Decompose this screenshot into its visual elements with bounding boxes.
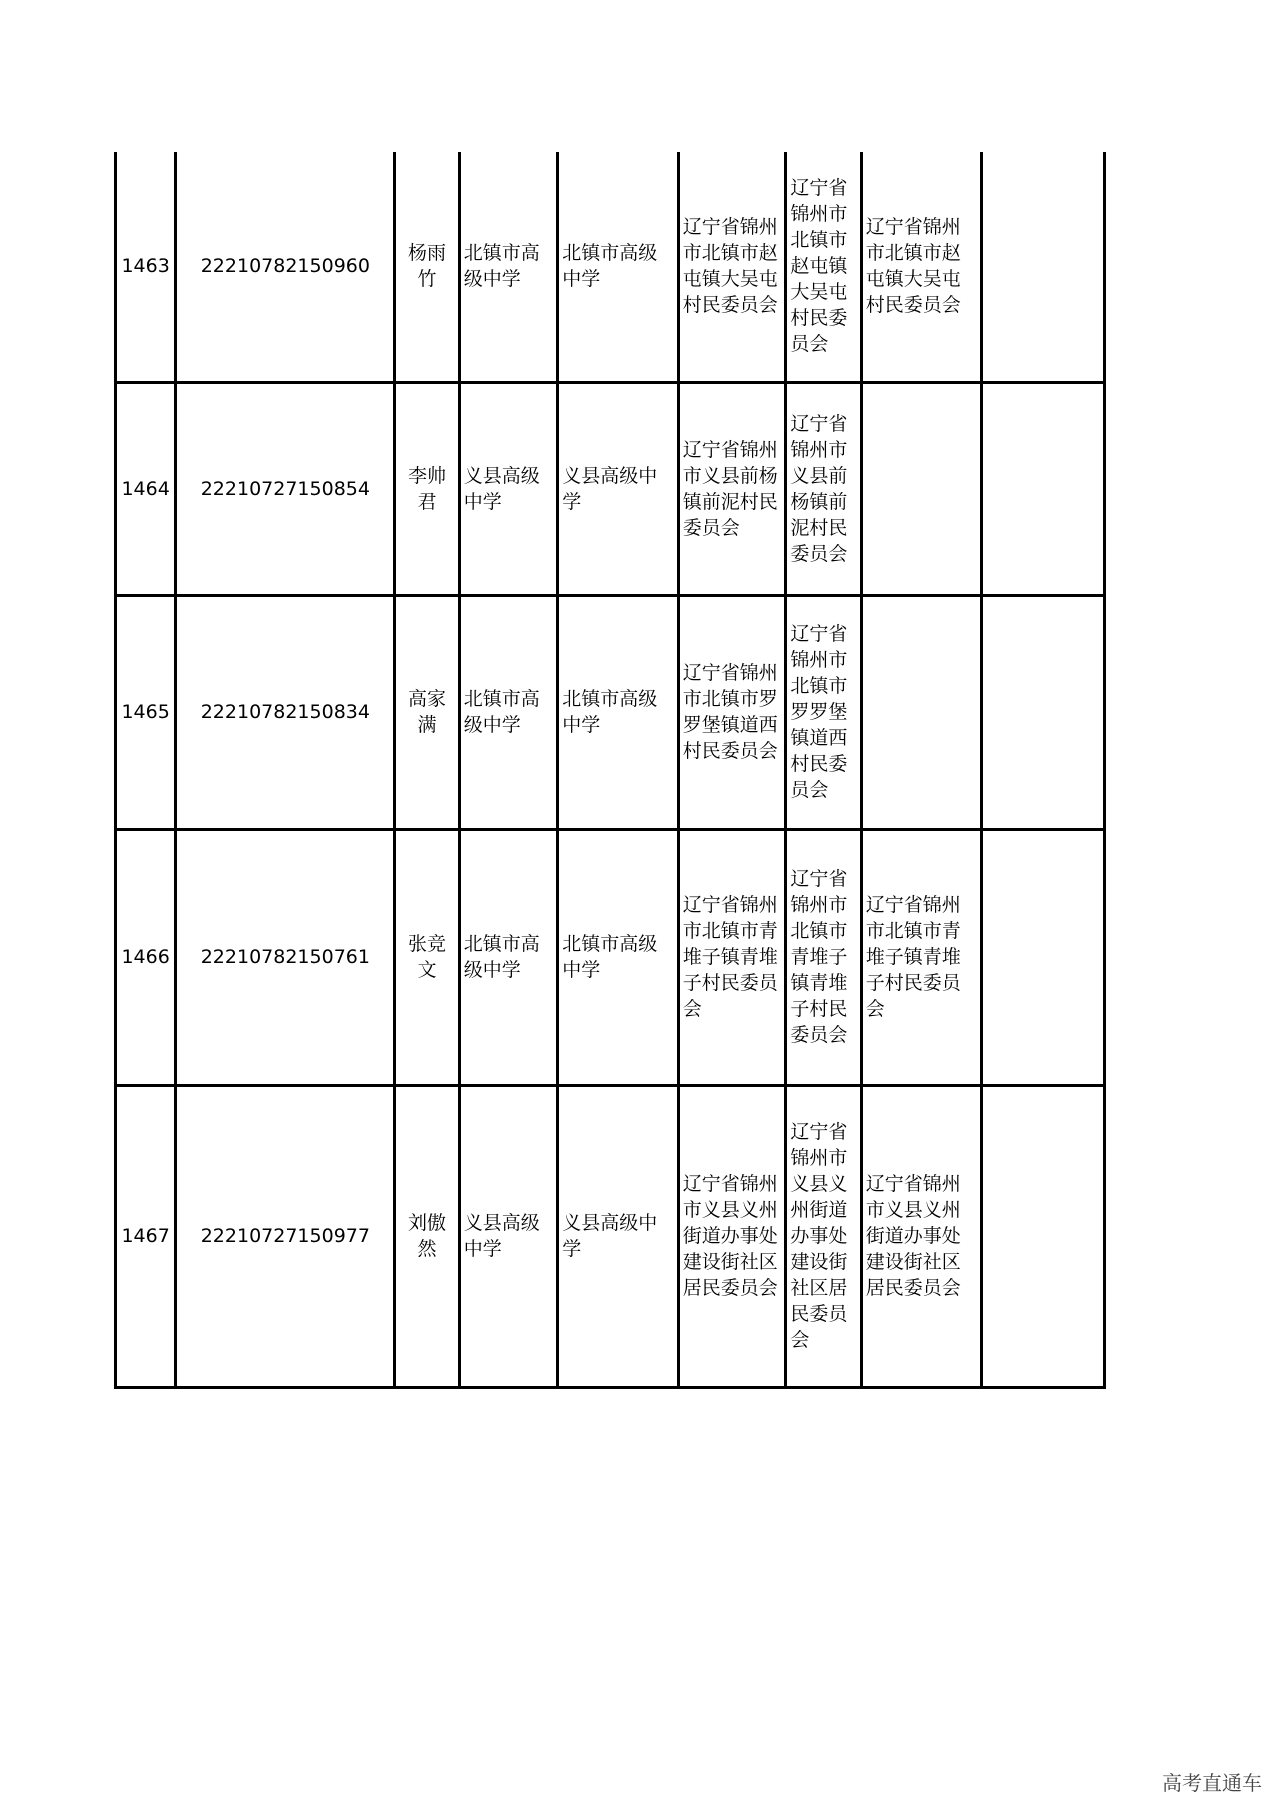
household-address: 辽宁省锦州市义县义州街道办事处建设街社区居民委员会 [678, 1085, 786, 1387]
ticket-number: 22210782150761 [176, 829, 395, 1085]
table-row [116, 829, 1105, 1085]
parent-address [861, 595, 982, 829]
student-name: 高家满 [395, 595, 459, 829]
note [982, 595, 1105, 829]
student-name: 杨雨竹 [395, 152, 459, 382]
row-index: 1467 [116, 1085, 176, 1387]
grad-school: 义县高级中学 [558, 382, 679, 595]
residence-address: 辽宁省锦州市北镇市罗罗堡镇道西村民委员会 [786, 595, 861, 829]
row-index: 1463 [116, 152, 176, 382]
household-address: 辽宁省锦州市北镇市青堆子镇青堆子村民委员会 [678, 829, 786, 1085]
watermark-text: 高考直通车 [1162, 1771, 1262, 1795]
row-index: 1465 [116, 595, 176, 829]
grad-school: 义县高级中学 [558, 1085, 679, 1387]
table-row [116, 382, 1105, 595]
ticket-number: 22210782150834 [176, 595, 395, 829]
household-address: 辽宁省锦州市义县前杨镇前泥村民委员会 [678, 382, 786, 595]
school: 义县高级中学 [459, 382, 557, 595]
grad-school: 北镇市高级中学 [558, 595, 679, 829]
table-row [116, 595, 1105, 829]
row-index: 1464 [116, 382, 176, 595]
student-name: 李帅君 [395, 382, 459, 595]
student-name: 刘傲然 [395, 1085, 459, 1387]
roster-table [114, 152, 1106, 1389]
note [982, 382, 1105, 595]
residence-address: 辽宁省锦州市北镇市赵屯镇大吴屯村民委员会 [786, 152, 861, 382]
parent-address: 辽宁省锦州市义县义州街道办事处建设街社区居民委员会 [861, 1085, 982, 1387]
parent-address [861, 382, 982, 595]
table-row [116, 152, 1105, 382]
grad-school: 北镇市高级中学 [558, 152, 679, 382]
school: 北镇市高级中学 [459, 595, 557, 829]
table-row [116, 1085, 1105, 1387]
ticket-number: 22210782150960 [176, 152, 395, 382]
school: 北镇市高级中学 [459, 829, 557, 1085]
ticket-number: 22210727150854 [176, 382, 395, 595]
grad-school: 北镇市高级中学 [558, 829, 679, 1085]
note [982, 1085, 1105, 1387]
school: 义县高级中学 [459, 1085, 557, 1387]
note [982, 152, 1105, 382]
row-index: 1466 [116, 829, 176, 1085]
household-address: 辽宁省锦州市北镇市罗罗堡镇道西村民委员会 [678, 595, 786, 829]
student-name: 张竞文 [395, 829, 459, 1085]
school: 北镇市高级中学 [459, 152, 557, 382]
ticket-number: 22210727150977 [176, 1085, 395, 1387]
parent-address: 辽宁省锦州市北镇市青堆子镇青堆子村民委员会 [861, 829, 982, 1085]
note [982, 829, 1105, 1085]
residence-address: 辽宁省锦州市义县前杨镇前泥村民委员会 [786, 382, 861, 595]
household-address: 辽宁省锦州市北镇市赵屯镇大吴屯村民委员会 [678, 152, 786, 382]
parent-address: 辽宁省锦州市北镇市赵屯镇大吴屯村民委员会 [861, 152, 982, 382]
residence-address: 辽宁省锦州市北镇市青堆子镇青堆子村民委员会 [786, 829, 861, 1085]
residence-address: 辽宁省锦州市义县义州街道办事处建设街社区居民委员会 [786, 1085, 861, 1387]
